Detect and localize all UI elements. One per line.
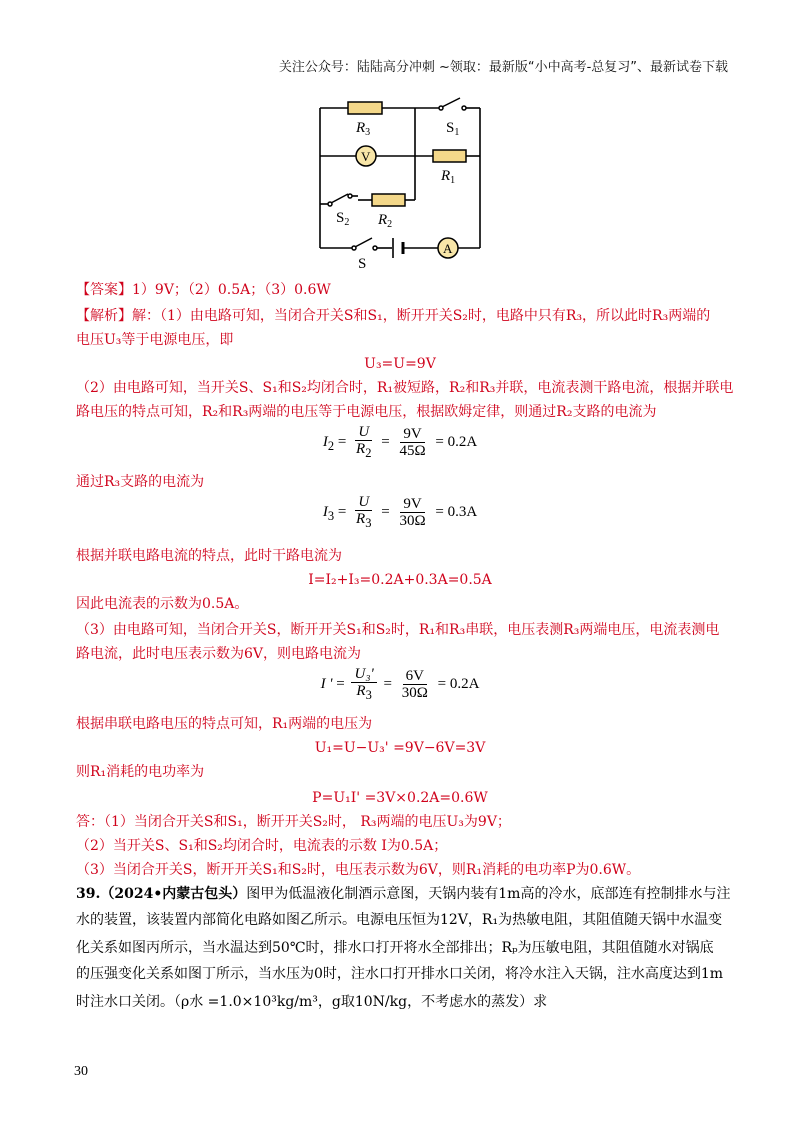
part2-line-1: （2）由电路可知，当开关S、S₁和S₂均闭合时，R₁被短路，R₂和R₃并联，电流表测干路电流，根据并联电 (76, 380, 734, 396)
equation-u1: U₁=U−U₃' =9V−6V=3V (314, 740, 486, 756)
s-label: S (358, 256, 367, 272)
equation-u3: U₃=U=9V (364, 356, 436, 372)
circuit-diagram (300, 92, 500, 272)
part3-line-4: 则R₁消耗的电功率为 (76, 764, 205, 780)
part2-line-2: 路电压的特点可知，R₂和R₃两端的电压等于电源电压，根据欧姆定律，则通过R₂支路的电流为 (76, 404, 657, 420)
analysis-line-1: 【解析】解：（1）由电路可知，当闭合开关S和S₁，断开开关S₂时，电路中只有R₃，所以此时R₃两端的 (76, 308, 711, 324)
question-39-line-3: 化关系如图丙所示，当水温达到50℃时，排水口打开将水全部排出；Rₚ为压敏电阻，其阻值随水对锅底 (76, 940, 714, 956)
equation-i: I=I₂+I₃=0.2A+0.3A=0.5A (308, 572, 492, 588)
s1-label: $S_1$ (446, 120, 460, 138)
part3-line-1: （3）由电路可知，当闭合开关S，断开开关S₁和S₂时，R₁和R₃串联，电压表测R₃两端电压，电流表测电 (76, 622, 720, 638)
voltmeter-label: V (361, 149, 371, 164)
question-39-line-1: 39.（2024•内蒙古包头）图甲为低温液化制酒示意图，天锅内装有1m高的冷水，底部连有控制排水与注 (76, 886, 731, 902)
answer-summary-3: （3）当闭合开关S，断开开关S₁和S₂时，电压表示数为6V，则R₁消耗的电功率P为0.6W。 (76, 862, 641, 878)
question-39-line-2: 水的装置，该装置内部简化电路如图乙所示。电源电压恒为12V，R₁为热敏电阻，其阻值随天锅中水温变 (76, 912, 723, 928)
part3-line-2: 路电流，此时电压表示数为6V，则电路电流为 (76, 646, 362, 662)
page-number: 30 (74, 1064, 88, 1079)
equation-iprime: I ' = $\frac{\text{U₃'}}{R_3}$ = $\frac{6V}{30\Omega}$ = 0.2A (320, 666, 480, 702)
ammeter-label: A (443, 241, 453, 256)
equation-p: P=U₁I' =3V×0.2A=0.6W (312, 790, 488, 806)
r3-label: $R_3$ (356, 120, 371, 138)
r2-label: $R_2$ (378, 212, 393, 230)
analysis-line-2: 电压U₃等于电源电压，即 (76, 332, 234, 348)
question-39-line-5: 时注水口关闭。（ρ水 =1.0×10³kg/m³，g取10N/kg，不考虑水的蒸发）求 (76, 994, 548, 1010)
answer-line: 【答案】1）9V；（2）0.5A；（3）0.6W (76, 282, 331, 298)
question-39-number: 39.（2024•内蒙古包头） (76, 886, 247, 902)
r1-label: $R_1$ (441, 168, 456, 186)
question-39-line-4: 的压强变化关系如图丁所示，当水压为0时，注水口打开排水口关闭，将冷水注入天锅，注水高度达到1m (76, 966, 724, 982)
part2-line-5: 因此电流表的示数为0.5A。 (76, 596, 249, 612)
part2-line-3: 通过R₃支路的电流为 (76, 474, 205, 490)
answer-summary-2: （2）当开关S、S₁和S₂均闭合时，电流表的示数 I为0.5A； (76, 838, 448, 854)
s2-label: $S_2$ (336, 210, 350, 228)
answer-summary-1: 答：（1）当闭合开关S和S₁，断开开关S₂时， R₃两端的电压U₃为9V； (76, 814, 511, 830)
part2-line-4: 根据并联电路电流的特点，此时干路电流为 (76, 548, 342, 564)
equation-i3: $I_3$ = $\frac{U}{R_3}$ = $\frac{9V}{30\Omega}$ = 0.3A (322, 494, 478, 530)
equation-i2: $I_2$ = $\frac{U}{R_2}$ = $\frac{9V}{45\Omega}$ = 0.2A (322, 424, 478, 460)
page-header: 关注公众号：陆陆高分冲刺 ~领取：最新版“小中高考-总复习”、最新试卷下载 (278, 60, 728, 75)
part3-line-3: 根据串联电路电压的特点可知，R₁两端的电压为 (76, 716, 373, 732)
